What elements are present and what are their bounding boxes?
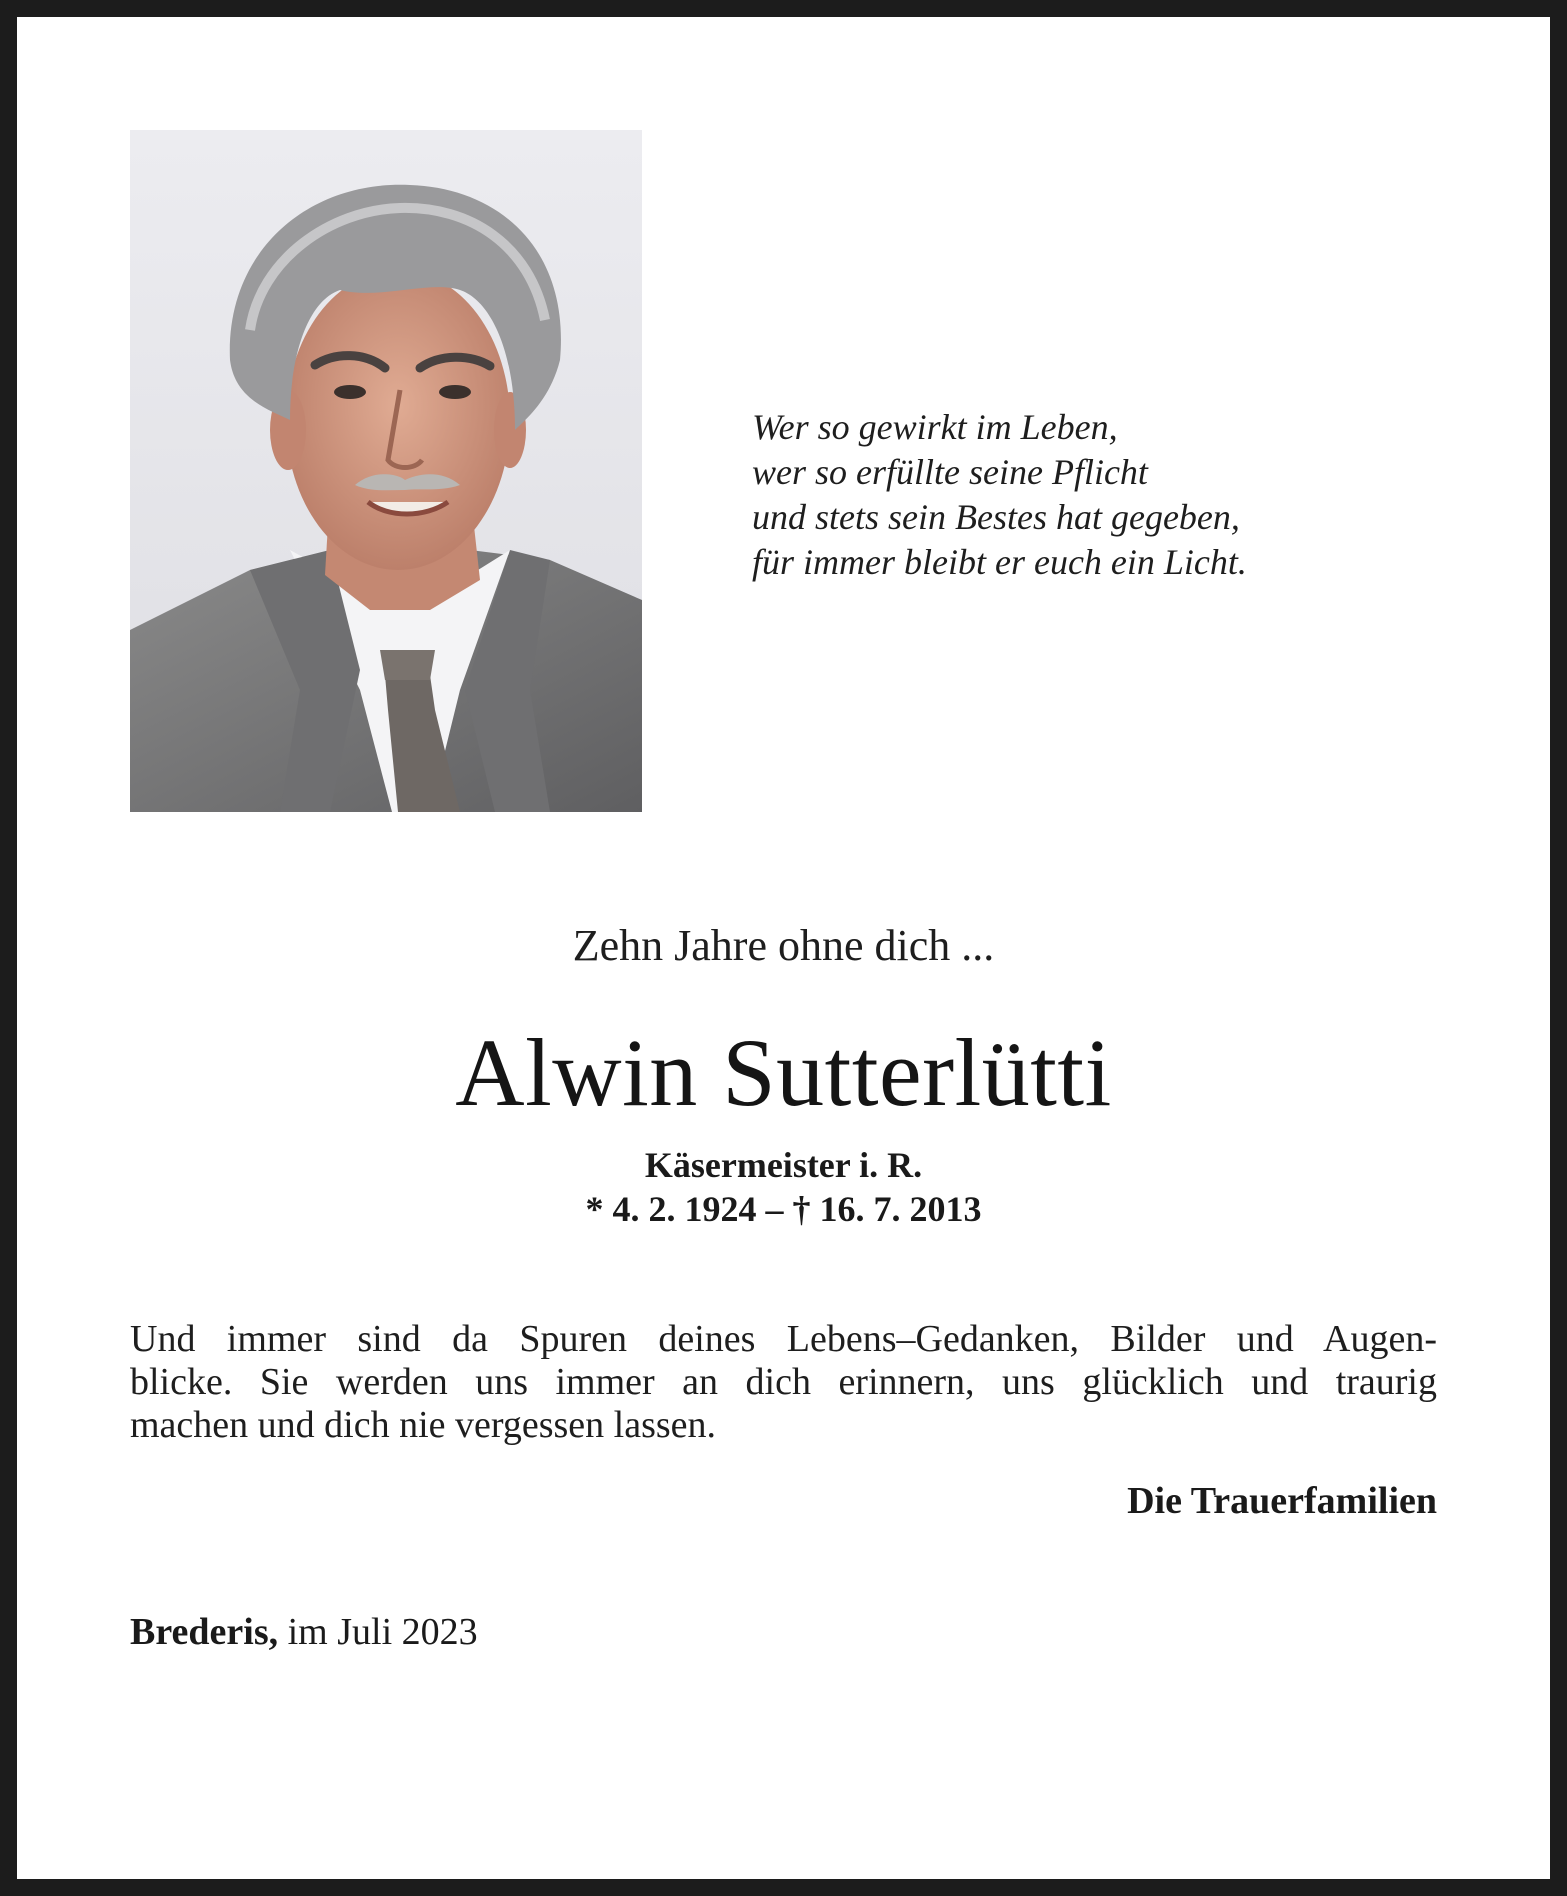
place-month-year: im Juli 2023 — [287, 1611, 478, 1653]
memorial-poem — [752, 405, 1452, 585]
poem-line: wer so erfüllte seine Pflicht — [752, 452, 1148, 492]
poem-line: und stets sein Bestes hat gegeben, — [752, 497, 1240, 537]
place-town: Brederis, — [130, 1611, 279, 1653]
intro-heading: Zehn Jahre ohne dich ... — [572, 921, 995, 970]
signature: Die Trauerfamilien — [1127, 1480, 1437, 1522]
profession-title: Käsermeister i. R. — [644, 1145, 923, 1185]
memorial-text-line: blicke. Sie werden uns immer an dich erinnern, uns glücklich und traurig — [130, 1361, 1437, 1403]
life-dates: * 4. 2. 1924 – † 16. 7. 2013 — [585, 1189, 982, 1229]
portrait-photo — [130, 130, 642, 812]
deceased-name: Alwin Sutterlütti — [455, 1019, 1112, 1126]
place-date — [130, 1609, 478, 1655]
memorial-text-line: machen und dich nie vergessen lassen. — [130, 1404, 717, 1446]
poem-line: für immer bleibt er euch ein Licht. — [752, 542, 1247, 582]
poem-line: Wer so gewirkt im Leben, — [752, 407, 1118, 447]
memorial-text-line: Und immer sind da Spuren deines Lebens–Gedanken, Bilder und Augen- — [130, 1318, 1437, 1360]
memorial-text — [130, 1318, 1437, 1447]
